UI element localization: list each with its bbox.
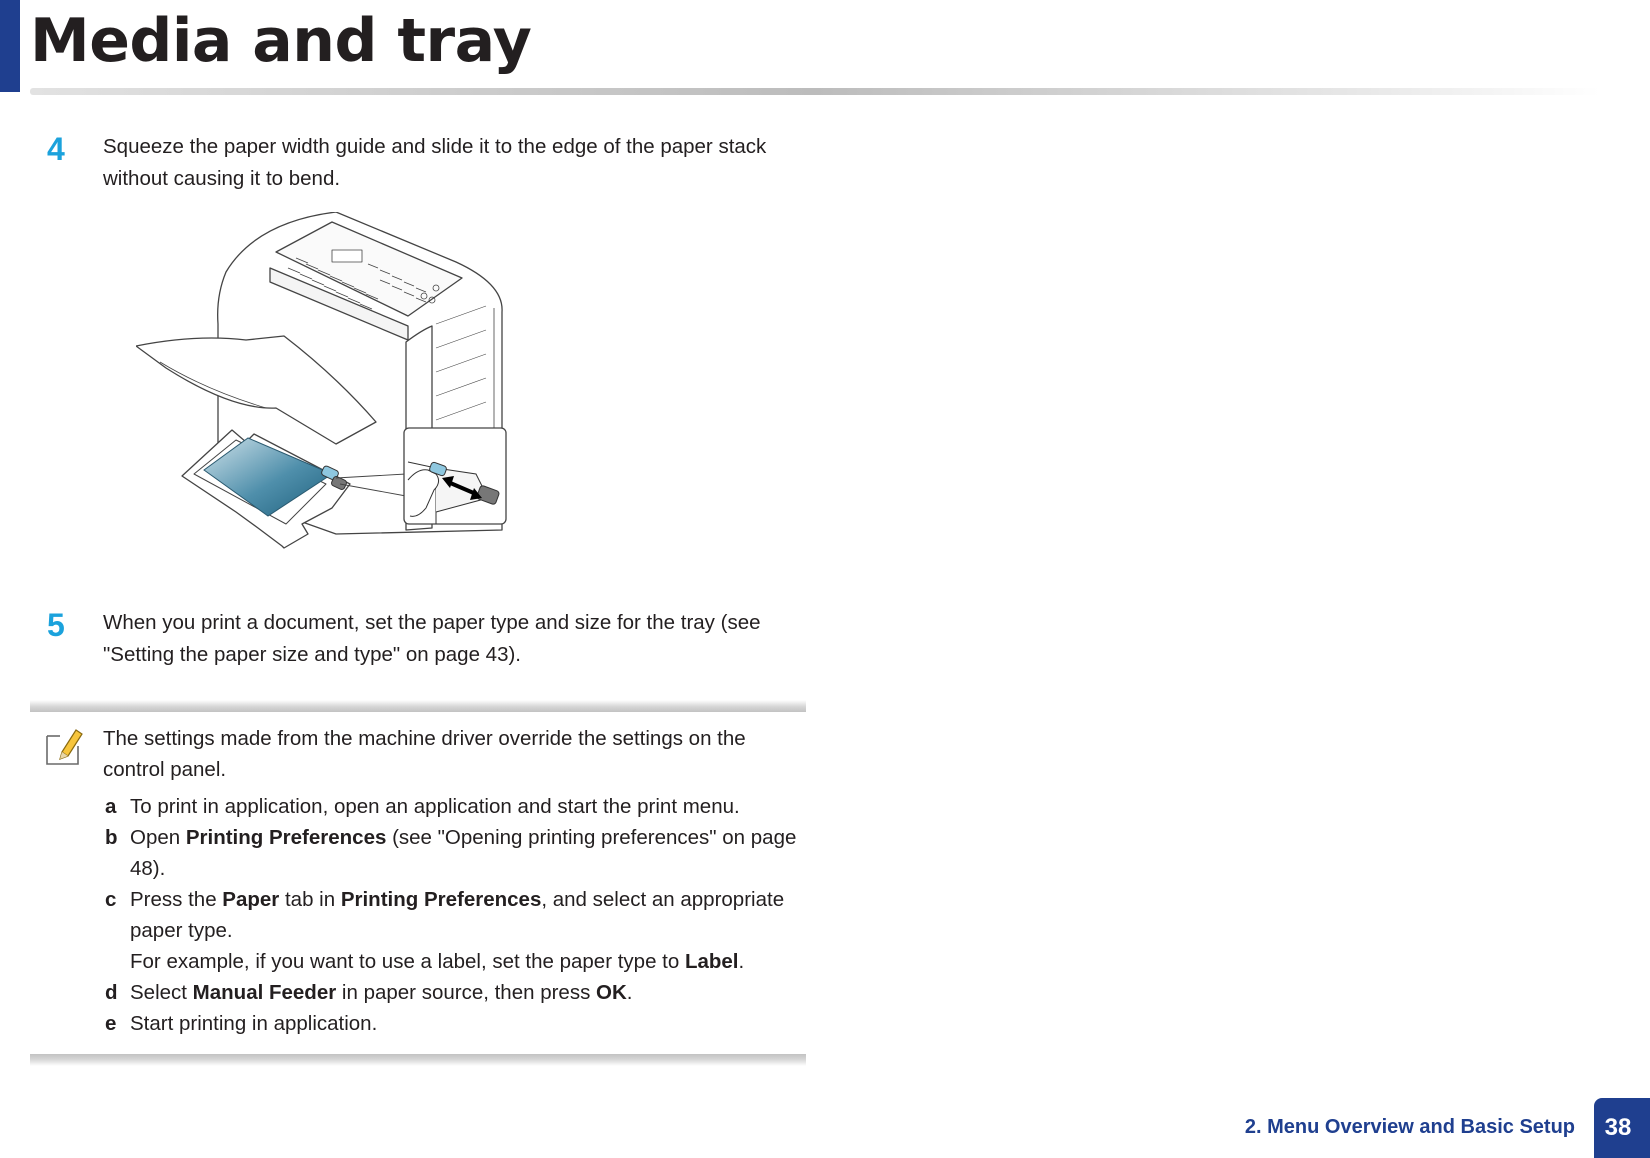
item-text: For example, if you want to use a label, set the paper type to Label.: [130, 950, 745, 973]
note-top-bar: [30, 700, 806, 712]
step-text: Squeeze the paper width guide and slide it to the edge of the paper stack without causing it to bend.: [103, 135, 767, 190]
item-text: Start printing in application.: [130, 1012, 378, 1035]
page-title: Media and tray: [30, 6, 532, 76]
item-text: Press the Paper tab in Printing Preferences, and select an appropriate paper type.: [130, 888, 785, 942]
note-pencil-icon: [44, 726, 84, 768]
note-intro: The settings made from the machine driver override the settings on the control panel.: [103, 727, 746, 781]
title-divider: [30, 88, 1600, 95]
item-letter: e: [105, 1012, 117, 1035]
note-bottom-bar: [30, 1054, 806, 1066]
item-text: Select Manual Feeder in paper source, then press OK.: [130, 981, 633, 1004]
item-letter: a: [105, 795, 117, 818]
item-letter: d: [105, 981, 118, 1004]
item-text: Open Printing Preferences (see "Opening printing preferences" on page 48).: [130, 826, 797, 880]
step-text: When you print a document, set the paper type and size for the tray (see "Setting the paper size and type" on page 43).: [103, 611, 761, 666]
step-number: 4: [47, 131, 65, 167]
item-letter: c: [105, 888, 117, 911]
header-accent-bar: [0, 0, 20, 92]
item-letter: b: [105, 826, 118, 849]
footer-section-link[interactable]: 2. Menu Overview and Basic Setup: [1244, 1116, 1575, 1138]
item-text: To print in application, open an application and start the print menu.: [130, 795, 740, 818]
step-number: 5: [47, 607, 65, 643]
page-number: 38: [1594, 1098, 1650, 1158]
printer-tray-illustration: [136, 212, 538, 576]
